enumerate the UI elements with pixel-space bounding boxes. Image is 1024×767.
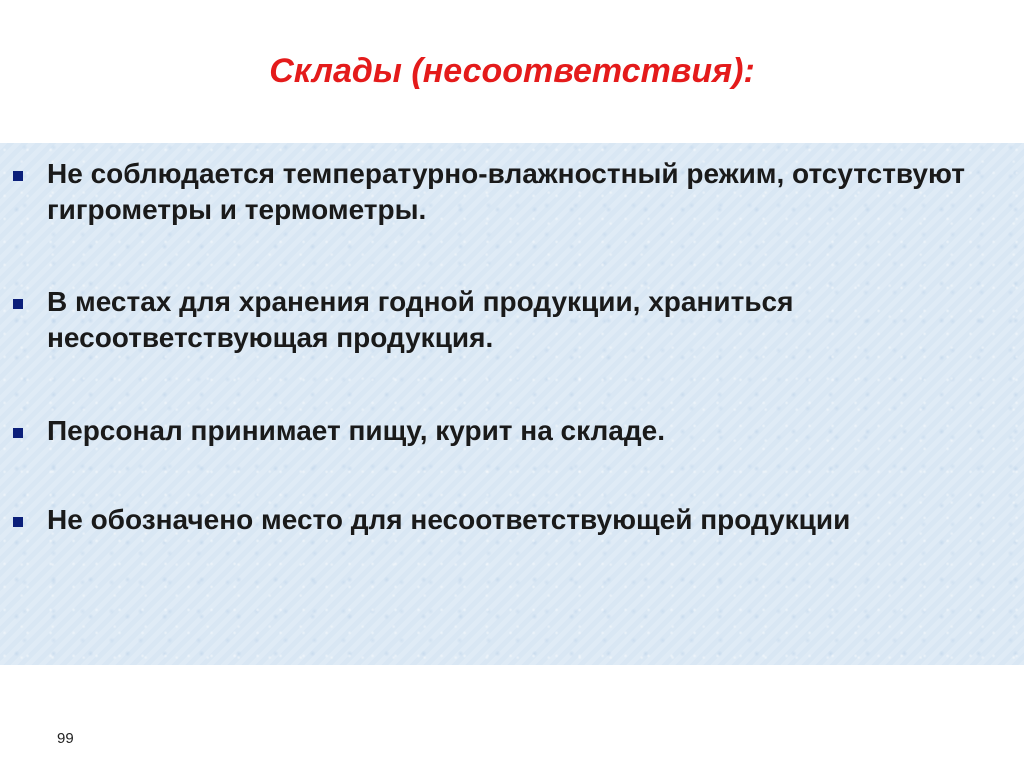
square-bullet-icon (13, 517, 23, 527)
page-number: 99 (57, 730, 74, 747)
bullet-text: Не соблюдается температурно-влажностный режим, отсутствуют гигрометры и термометры. (47, 158, 965, 225)
slide-title: Склады (несоответствия): (269, 52, 755, 90)
bullet-text: Персонал принимает пищу, курит на складе. (47, 415, 665, 446)
bullet-text: Не обозначено место для несоответствующей продукции (47, 504, 851, 535)
square-bullet-icon (13, 299, 23, 309)
bullet-text: В местах для хранения годной продукции, храниться несоответствующая продукция. (47, 286, 794, 353)
square-bullet-icon (13, 171, 23, 181)
square-bullet-icon (13, 428, 23, 438)
